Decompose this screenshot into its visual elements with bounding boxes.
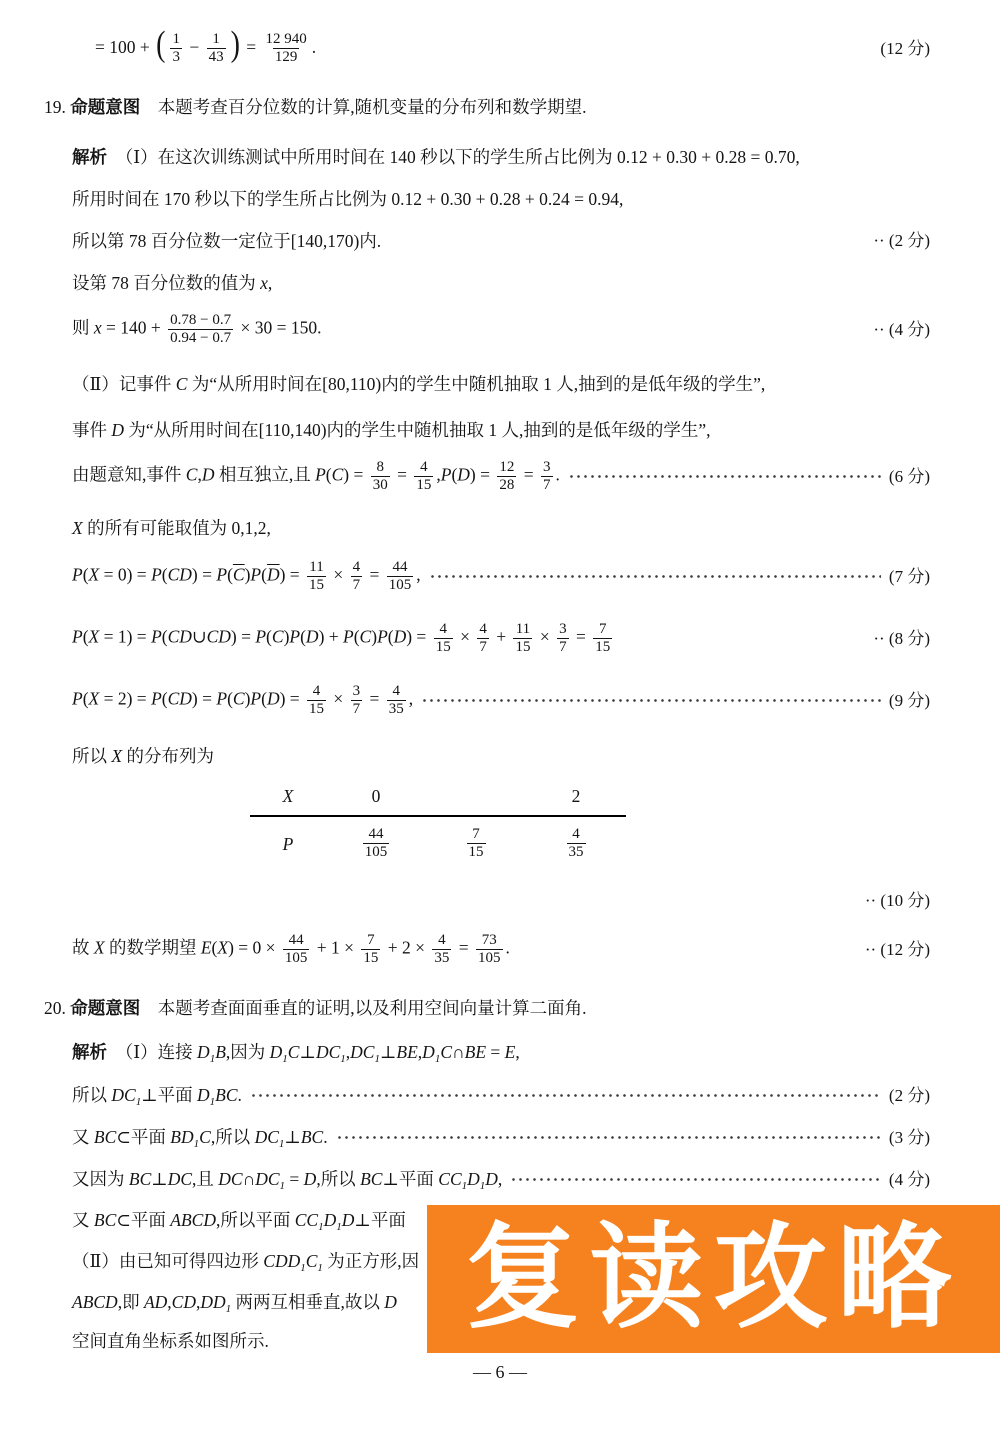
p20-analysis-line1 [0,1040,1000,1065]
table-header-cell: 0 [371,786,381,807]
p19-line-event-c [0,372,1000,396]
dotted-leader [568,475,881,478]
p20-line-bc-subset [0,1125,1000,1150]
line-content: P(X = 2) = P(CD) = P(C)P(D) = $\frac{4}{15}$ × $\frac{3}{7}$ = $\frac{4}{35}$ , [72,683,414,718]
line-content: 20. 命题意图 本题考查面面垂直的证明,以及利用空间向量计算二面角. [44,998,587,1019]
fraction: $\frac{44}{105}$ [388,559,412,594]
line-content: 所以 $DC_1\perp$平面 $D_1BC$. [72,1085,242,1109]
table-cell [326,826,426,861]
fraction: $\frac{7}{15}$ [363,932,379,967]
fraction: $\frac{7}{15}$ [468,826,484,861]
line-content: ABCD,即 $AD,CD,DD_1$ 两两互相垂直,故以 D [72,1292,397,1316]
line-content: 又 BC⊂平面 ABCD,所以平面 $CC_1D_1D\perp$平面 [72,1210,406,1234]
fraction: $\frac{4}{15}$ [435,621,451,656]
line-content: 解析 （Ⅰ）在这次训练测试中所用时间在 140 秒以下的学生所占比例为 0.12 + 0.30 + 0.28 = 0.70, [72,147,800,168]
problem-20-intent [0,996,1000,1020]
p20-line-dc1-perp-plane [0,1083,1000,1108]
table-header-cell: 2 [571,786,581,807]
line-content: 故 X 的数学期望 E(X) = 0 × $\frac{44}{105}$ + 1 × $\frac{7}{15}$ + 2 × $\frac{4}{35}$ = $\frac{73}{105}$ . [72,932,510,967]
line-content: 19. 命题意图 本题考查百分位数的计算,随机变量的分布列和数学期望. [44,97,587,118]
dotted-leader [250,1094,881,1097]
fraction: $\frac{4}{15}$ [309,683,325,718]
bold-label: 解析 [72,1042,107,1063]
table-probability-row [250,817,626,861]
fraction: $\frac{1}{43}$ [208,31,224,66]
distribution-table [250,784,626,861]
line-content: 所以第 78 百分位数一定位于[140,170)内. [72,231,382,252]
fraction: $\frac{11}{15}$ [309,559,325,594]
p19-line-set-x [0,271,1000,295]
bold-label: 命题意图 [70,998,141,1019]
table-cell [426,826,526,861]
line-content: 又因为 BC⊥DC,且 $DC\cap DC_1 = D$,所以 BC⊥平面 $CC_1D_1D$, [72,1169,503,1193]
p19-line-event-d [0,418,1000,442]
p19-line-p-x0 [0,554,1000,599]
line-content: 由题意知,事件 C,D 相互独立,且 P(C) = $\frac{8}{30}$ = $\frac{4}{15}$ ,P(D) = $\frac{12}{28}$ = $\frac{3}{7}$ . [72,459,560,494]
fraction: $\frac{8}{30}$ [372,459,388,494]
fraction: $\frac{1}{3}$ [172,31,180,66]
p20-line-bc-perp-plane [0,1167,1000,1192]
line-content: 又 BC⊂平面 $BD_1C$,所以 $DC_1\perp BC$. [72,1127,328,1151]
score-mark: (6 分) [888,466,930,486]
line-content: 空间直角坐标系如图所示. [72,1331,269,1352]
line-content: 则 x = 140 + $\frac{0.78 - 0.7}{0.94 - 0.7}$ × 30 = 150. [72,312,322,347]
score-mark: ·· (2 分) [873,231,930,251]
fraction: $\frac{7}{15}$ [595,621,611,656]
p19-line-p-x1 [0,616,1000,661]
score-mark: (4 分) [888,1169,930,1189]
score-mark: ·· (8 分) [873,628,930,648]
line-content: = 100 + ( $\frac{1}{3}$ − $\frac{1}{43}$ ) = $\frac{12 940}{129}$ . [95,24,317,66]
fraction: $\frac{11}{15}$ [515,621,531,656]
line-content: 解析 （Ⅰ）连接 $D_1B$,因为 $D_1C\perp DC_1,DC_1\perp BE,D_1C\cap BE = E$, [72,1042,520,1066]
p19-line-proportion-170 [0,187,1000,211]
p19-line-independence [0,454,1000,499]
p19-line-expectation [0,927,1000,972]
score-mark: (2 分) [888,1085,930,1105]
p19-line-distribution-intro [0,744,1000,768]
fraction: $\frac{4}{7}$ [479,621,487,656]
table-cell [526,826,626,861]
score-mark: (3 分) [888,1127,930,1147]
table-header-cell: X [282,786,294,807]
fraction: $\frac{44}{105}$ [284,932,308,967]
dotted-leader [510,1178,881,1181]
p19-line-10-points [0,889,1000,913]
line-content: 所用时间在 170 秒以下的学生所占比例为 0.12 + 0.30 + 0.28 + 0.24 = 0.94, [72,189,624,210]
dotted-leader [336,1136,881,1139]
fraction: $\frac{4}{7}$ [352,559,361,594]
p19-line-p-x2 [0,678,1000,723]
dotted-leader [429,575,881,578]
line-content: 所以 X 的分布列为 [72,746,214,767]
fraction: $\frac{4}{35}$ [568,826,584,861]
distribution-table [0,784,1000,861]
fraction: $\frac{3}{7}$ [352,683,361,718]
problem-19-intent [0,95,1000,119]
table-header-row [250,784,626,817]
fraction: $\frac{44}{105}$ [364,826,388,861]
eq-expectation-result [0,26,1000,71]
p19-line-x-values [0,516,1000,540]
fraction: $\frac{0.78 - 0.7}{0.94 - 0.7}$ [170,312,232,347]
score-mark: ·· (10 分) [864,891,930,911]
line-content: （Ⅱ）由已知可得四边形 $CDD_1C_1$ 为正方形,因 [72,1251,420,1275]
fraction: $\frac{3}{7}$ [543,459,551,494]
line-content: P(X = 1) = P(CD∪CD) = P(C)P(D) + P(C)P(D) = $\frac{4}{15}$ × $\frac{4}{7}$ + $\frac{11}{15}$ × $\frac{3}{7}$ = $\frac{7}{15}$ [72,621,611,656]
line-content: $P(X = 0) = P(CD) = P(\overline{C})P(\overline{D})$ = $\frac{11}{15}$ × $\frac{4}{7}$ = $\frac{44}{105}$ , [72,559,421,594]
line-content: X 的所有可能取值为 0,1,2, [72,518,271,539]
fraction: $\frac{12}{28}$ [499,459,515,494]
line-content: 事件 D 为“从所用时间在[110,140)内的学生中随机抽取 1 人,抽到的是低年级的学生”, [72,420,711,441]
bold-label: 解析 [72,147,107,168]
fraction: $\frac{4}{35}$ [434,932,450,967]
line-content: （Ⅱ）记事件 C 为“从所用时间在[80,110)内的学生中随机抽取 1 人,抽到的是低年级的学生”, [72,374,766,395]
page-number: — 6 — [473,1362,527,1382]
fraction: $\frac{3}{7}$ [559,621,567,656]
score-mark: ·· (12 分) [864,939,930,959]
score-mark: (9 分) [888,690,930,710]
line-content: 设第 78 百分位数的值为 x, [72,273,273,294]
p19-line-x-value [0,307,1000,352]
dotted-leader [421,699,881,702]
score-mark: ·· (4 分) [873,319,930,339]
fraction: $\frac{4}{35}$ [388,683,404,718]
p19-analysis-line1 [0,145,1000,169]
fraction: $\frac{4}{15}$ [416,459,432,494]
document-body [0,26,1000,1353]
fraction: $\frac{12 940}{129}$ [265,31,307,66]
score-mark: (12 分) [880,38,930,58]
bold-label: 命题意图 [70,97,141,118]
p19-line-percentile-interval [0,229,1000,253]
table-row-label: P [282,833,294,854]
watermark-text: 复读攻略 [465,1215,962,1342]
fraction: $\frac{73}{105}$ [478,932,501,967]
watermark-banner [427,1205,1000,1353]
score-mark: (7 分) [888,566,930,586]
